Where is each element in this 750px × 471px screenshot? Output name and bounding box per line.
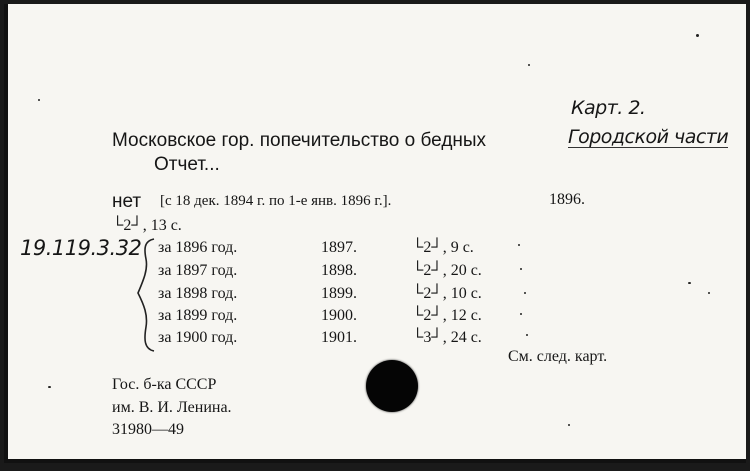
report-row-year: 1897. [321, 239, 357, 256]
first-report-pages: , 13 с. [142, 217, 182, 234]
report-row-holdings: └3┘, 24 с. [412, 329, 482, 346]
report-row-pages: , 20 с. [442, 262, 482, 279]
report-row-year: 1901. [321, 329, 357, 346]
report-row-holdings: └2┘, 12 с. [412, 307, 482, 324]
report-row-copies: 2 [423, 285, 432, 302]
scan-speck [520, 313, 522, 315]
punch-hole [366, 360, 418, 412]
first-report-prefix: нет [112, 191, 142, 212]
report-row-pages: , 24 с. [442, 329, 482, 346]
report-row-copies: 2 [423, 307, 432, 324]
library-line-2: им. В. И. Ленина. [112, 399, 232, 416]
see-next-card: См. след. карт. [508, 348, 608, 365]
report-row-year: 1898. [321, 262, 357, 279]
scan-speck [38, 99, 40, 101]
map-label: Карт. 2. [571, 97, 646, 119]
report-row-holdings: └2┘, 10 с. [412, 285, 482, 302]
scan-speck [528, 64, 530, 66]
first-report-holdings: └2┘, 13 с. [112, 217, 182, 234]
first-report-copies: 2 [123, 217, 132, 234]
report-row-copies: 3 [423, 329, 432, 346]
report-row-label: за 1896 год. [158, 239, 238, 256]
report-row-pages: , 9 с. [442, 239, 474, 256]
library-line-3: 31980—49 [112, 421, 184, 438]
scan-speck [48, 386, 51, 388]
report-row-year: 1899. [321, 285, 357, 302]
card-title: Московское гор. попечительство о бедных [112, 130, 487, 151]
report-row-holdings: └2┘, 9 с. [412, 239, 474, 256]
scan-speck [568, 424, 570, 426]
scan-speck [708, 292, 710, 294]
scan-speck [526, 334, 528, 336]
library-line-1: Гос. б-ка СССР [112, 376, 217, 393]
report-row-label: за 1898 год. [158, 285, 238, 302]
scan-speck [688, 282, 691, 284]
grouping-brace [132, 235, 156, 355]
report-row-label: за 1899 год. [158, 307, 238, 324]
card-subtitle: Отчет... [154, 154, 220, 175]
scan-speck [696, 34, 699, 37]
report-row-pages: , 10 с. [442, 285, 482, 302]
report-row-year: 1900. [321, 307, 357, 324]
report-row-label: за 1897 год. [158, 262, 238, 279]
scan-speck [520, 268, 522, 270]
report-row-holdings: └2┘, 20 с. [412, 262, 482, 279]
first-report-year: 1896. [549, 191, 585, 208]
handwritten-title-addition: Городской части [568, 126, 729, 148]
report-row-pages: , 12 с. [442, 307, 482, 324]
report-row-copies: 2 [423, 262, 432, 279]
report-row-copies: 2 [423, 239, 432, 256]
catalog-card [4, 4, 746, 463]
report-row-label: за 1900 год. [158, 329, 238, 346]
scan-speck [524, 292, 526, 294]
scan-speck [518, 244, 520, 246]
call-number: 19.119.3.32 [20, 236, 142, 260]
first-report-period: [с 18 дек. 1894 г. по 1-е янв. 1896 г.]. [160, 193, 392, 209]
